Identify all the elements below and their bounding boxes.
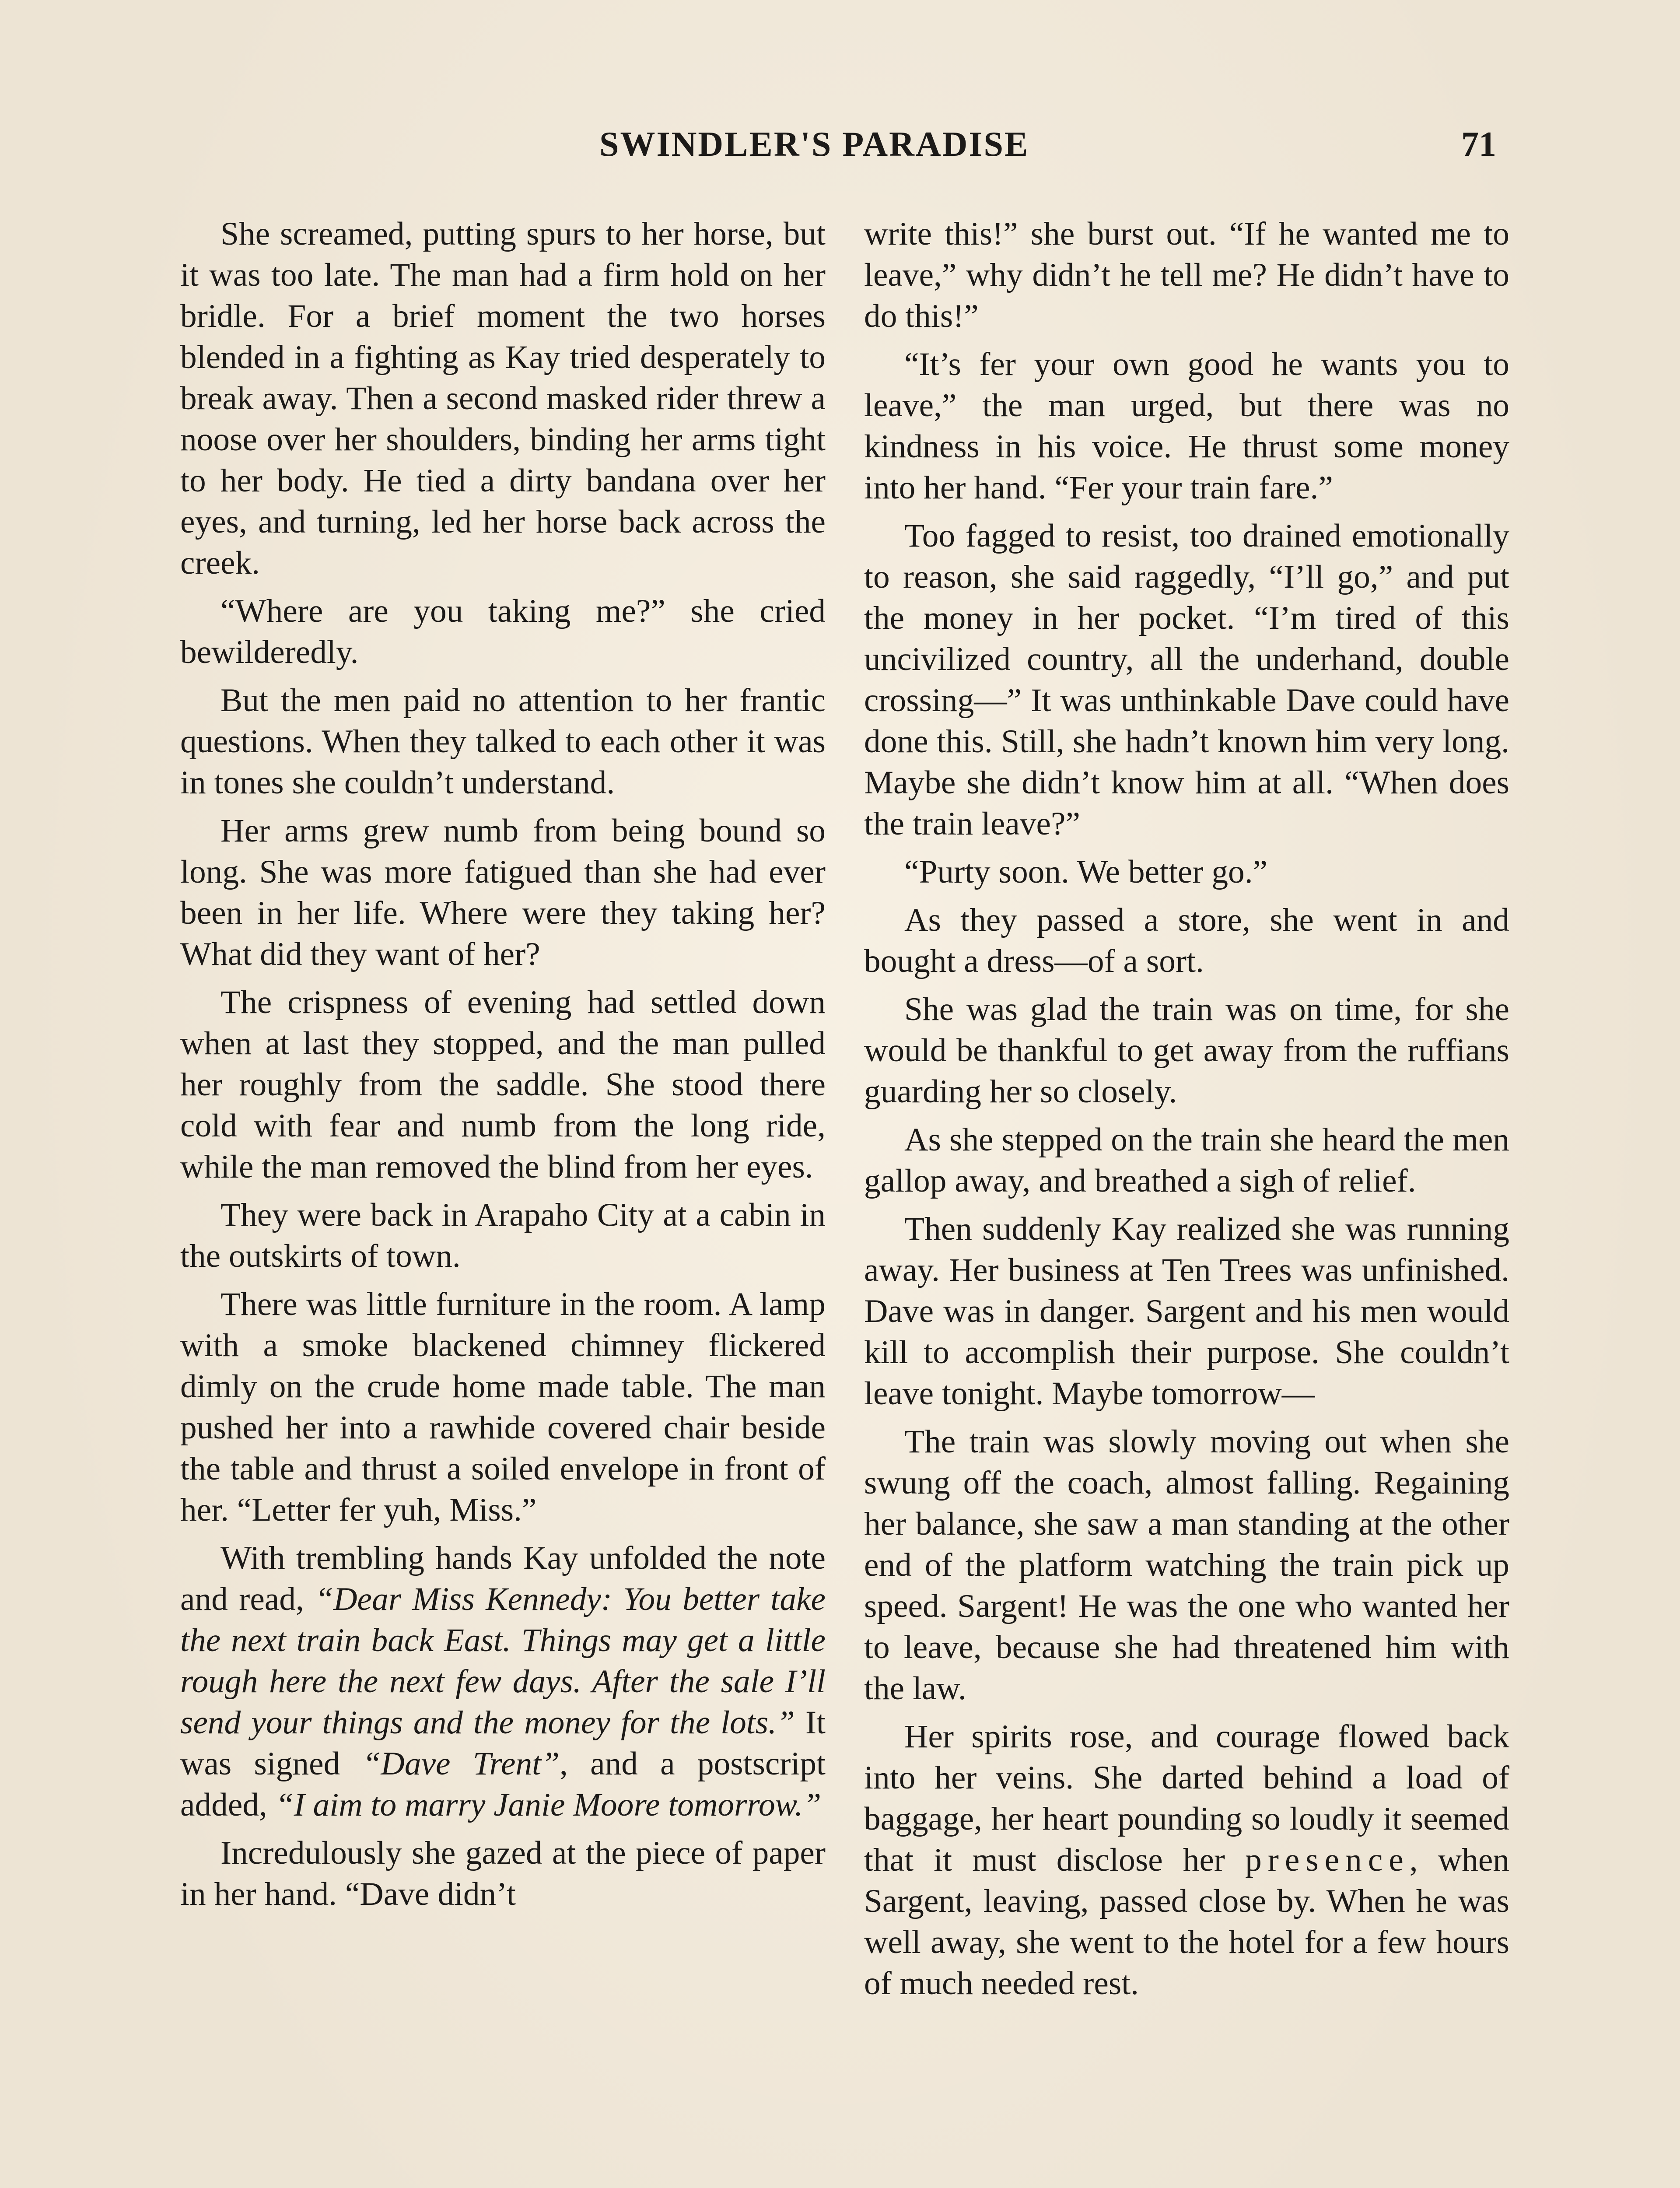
paragraph: As they passed a store, she went in and bought a dress—of a sort. [864,902,1509,979]
paragraph: Then suddenly Kay realized she was running away. Her business at Ten Trees was unfinished. Dave was in danger. Sargent and his men would kill to accomplish their purpose. She couldn’t leave tonight. Maybe tomorrow— [864,1211,1509,1412]
paragraph: Incredulously she gazed at the piece of paper in her hand. “Dave didn’t [180,1835,826,1912]
paragraph: “Where are you taking me?” she cried bewilderedly. [180,593,826,670]
paragraph-text: With trembling hands Kay unfolded the note and read, [180,1540,826,1617]
paragraph [864,1716,1509,2004]
paragraph-continued: write this!” she burst out. “If he wanted me to leave,” why didn’t he tell me? He didn’t have to do this!” [864,216,1509,334]
paragraph: As she stepped on the train she heard the men gallop away, and breathed a sigh of relief. [864,1122,1509,1199]
paragraph: The train was slowly moving out when she swung off the coach, almost falling. Regaining her balance, she saw a man standing at the other end of the platform watching the train pick up speed. Sargent! He was the one who wanted her to leave, because she had threatened him with the law. [864,1424,1509,1707]
paragraph-text: , when Sargent, leaving, passed close by. When he was well away, she went to the hotel for a few hours of much needed rest. [864,1842,1510,2002]
right-column [864,214,1509,2011]
paragraph-text: , and a postscript added, [180,1746,826,1823]
paragraph: “Purty soon. We better go.” [904,854,1268,890]
letter-signature: “Dave Trent” [362,1746,560,1782]
paragraph: She screamed, putting spurs to her horse, but it was too late. The man had a firm hold on her bridle. For a brief moment the two horses blended in a fighting as Kay tried desperately to break away. Then a second masked rider threw a noose over her shoulders, binding her arms tight to her body. He tied a dirty bandana over her eyes, and turning, led her horse back across the creek. [180,216,826,581]
paragraph-text: Her spirits rose, and courage flowed back into her veins. She darted behind a load of baggage, her heart pounding so loudly it seemed that it must disclose her [864,1718,1509,1878]
page-number: 71 [1461,125,1496,164]
letter-postscript: “I aim to marry Janie Moore tomorrow.” [275,1787,822,1823]
paragraph: The crispness of evening had settled down when at last they stopped, and the man pulled her roughly from the saddle. She stood there cold with fear and numb from the long ride, while the man removed the blind from her eyes. [180,984,826,1185]
spaced-word: presence [1245,1842,1410,1878]
page-header [179,125,1496,173]
left-column [180,214,826,1922]
paragraph: They were back in Arapaho City at a cabin in the outskirts of town. [180,1197,826,1274]
paragraph: “It’s fer your own good he wants you to leave,” the man urged, but there was no kindness in his voice. He thrust some money into her hand. “Fer your train fare.” [864,346,1509,506]
paragraph: There was little furniture in the room. A lamp with a smoke blackened chimney flickered dimly on the crude home made table. The man pushed her into a rawhide covered chair beside the table and thrust a soiled envelope in front of her. “Letter fer yuh, Miss.” [180,1286,826,1528]
paragraph: She was glad the train was on time, for she would be thankful to get away from the ruffians guarding her so closely. [864,991,1509,1110]
paragraph-text: It was signed [180,1704,826,1782]
paragraph: Her arms grew numb from being bound so long. She was more fatigued than she had ever been in her life. Where were they taking her? What did they want of her? [180,813,826,972]
running-title: SWINDLER'S PARADISE [599,125,1029,164]
letter-quote: “Dear Miss Kennedy: You better take the next train back East. Things may get a little rough here the next few days. After the sale I’ll send your things and the money for the lots.” [180,1581,826,1741]
letter-paragraph [180,1538,826,1826]
paragraph: But the men paid no attention to her frantic questions. When they talked to each other it was in tones she couldn’t understand. [180,682,826,801]
paragraph: Too fagged to resist, too drained emotionally to reason, she said raggedly, “I’ll go,” and put the money in her pocket. “I’m tired of this uncivilized country, all the underhand, double crossing—” It was unthinkable Dave could have done this. Still, she hadn’t known him very long. Maybe she didn’t know him at all. “When does the train leave?” [864,518,1509,842]
